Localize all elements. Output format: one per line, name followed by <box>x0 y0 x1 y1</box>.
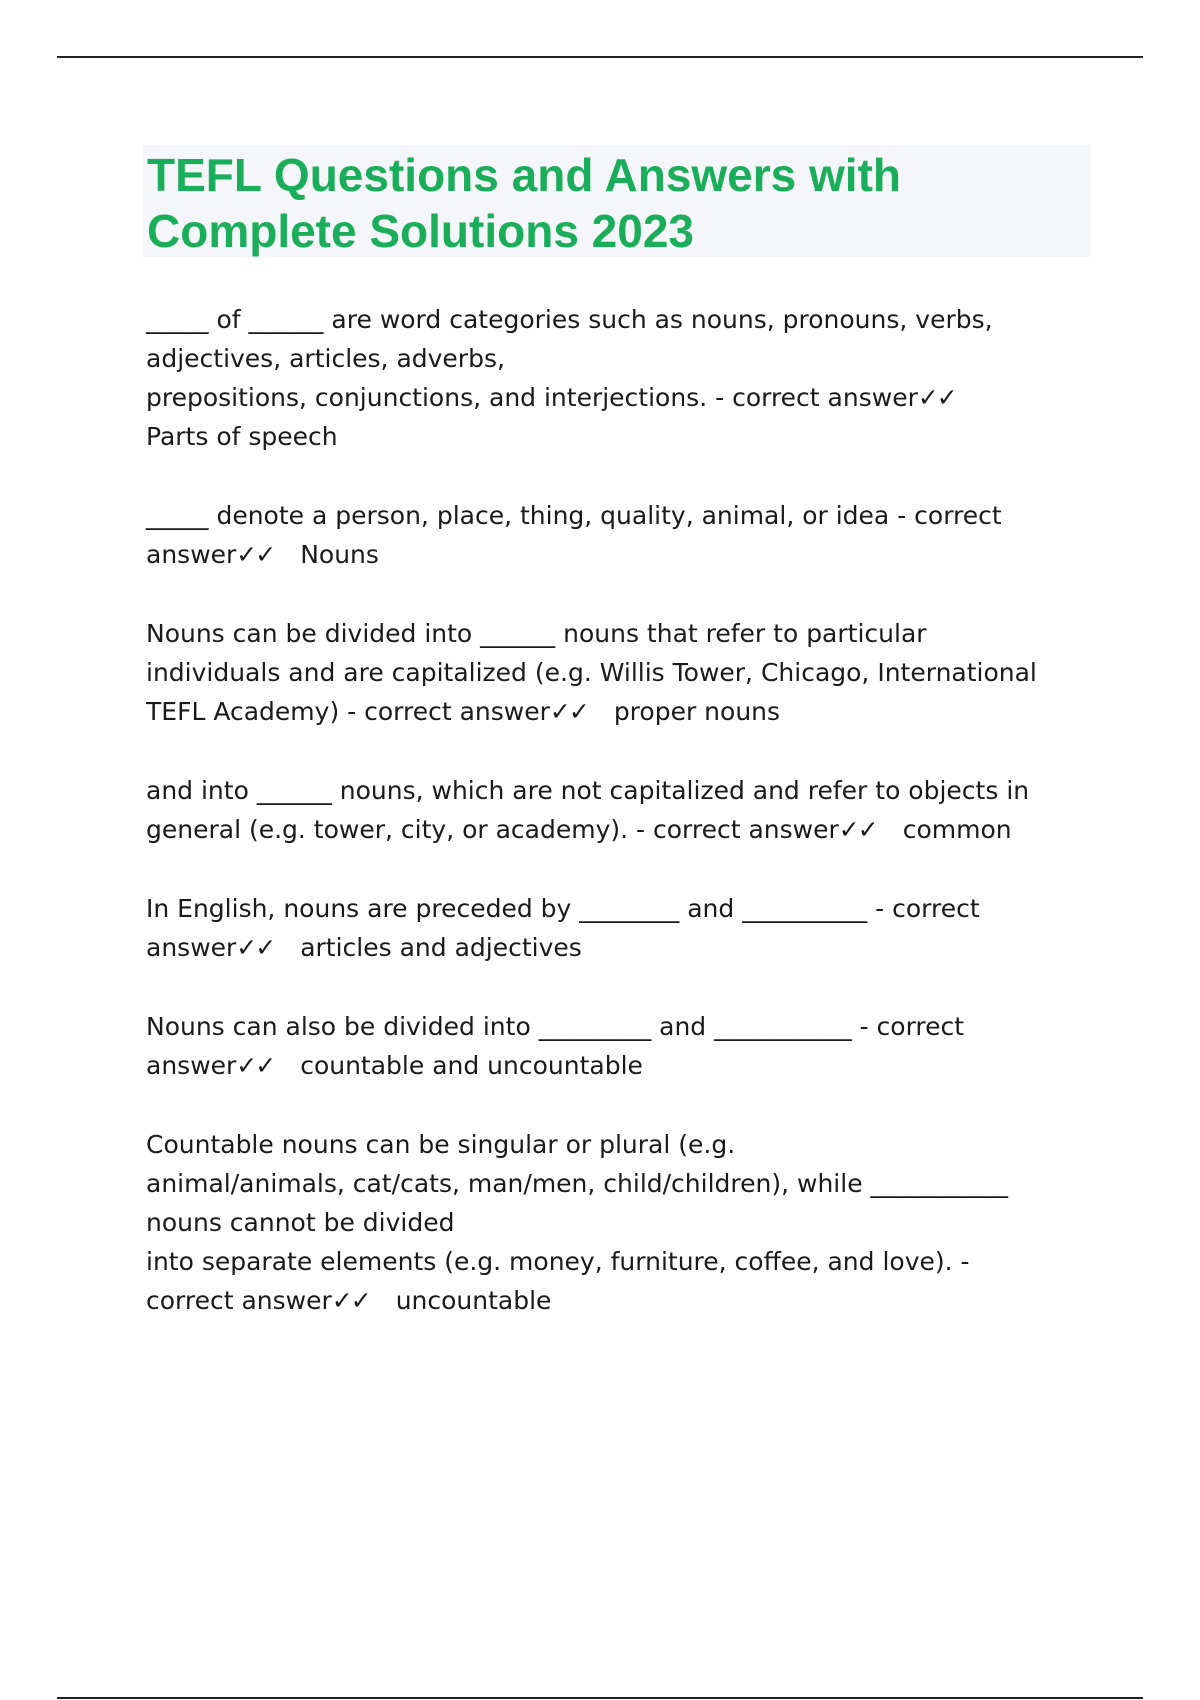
question-line: adjectives, articles, adverbs, <box>146 344 505 373</box>
double-check-icon: ✓✓ <box>236 933 275 962</box>
question-line: animal/animals, cat/cats, man/men, child/children), while ___________ <box>146 1169 1009 1198</box>
question-line: and into ______ nouns, which are not capitalized and refer to objects in <box>146 776 1030 805</box>
qa-item <box>146 1007 1096 1085</box>
header-rule <box>57 56 1143 58</box>
double-check-icon: ✓✓ <box>549 697 588 726</box>
question-line: _____ denote a person, place, thing, quality, animal, or idea - correct <box>146 501 1002 530</box>
footer-rule <box>57 1697 1143 1699</box>
qa-item <box>146 614 1096 731</box>
qa-list <box>146 300 1096 1360</box>
answer-text: common <box>902 815 1012 844</box>
title-line-2: Complete Solutions 2023 <box>147 205 695 257</box>
question-line: nouns cannot be divided <box>146 1208 455 1237</box>
qa-item <box>146 1125 1096 1320</box>
question-line: prepositions, conjunctions, and interjections. - correct answer✓✓ <box>146 383 956 412</box>
answer-text: uncountable <box>395 1286 552 1315</box>
question-line: correct answer✓✓ uncountable <box>146 1286 552 1315</box>
qa-item <box>146 496 1096 574</box>
question-line: into separate elements (e.g. money, furniture, coffee, and love). - <box>146 1247 970 1276</box>
qa-item <box>146 771 1096 849</box>
question-line: In English, nouns are preceded by ________ and __________ - correct <box>146 894 980 923</box>
double-check-icon: ✓✓ <box>917 383 956 412</box>
qa-item <box>146 300 1096 456</box>
answer-text: Nouns <box>300 540 379 569</box>
title-line-1: TEFL Questions and Answers with <box>147 149 901 201</box>
question-line: answer✓✓ countable and uncountable <box>146 1051 643 1080</box>
answer-text: proper nouns <box>613 697 781 726</box>
double-check-icon: ✓✓ <box>331 1286 370 1315</box>
answer-text: Parts of speech <box>146 422 338 451</box>
question-line: Countable nouns can be singular or plural (e.g. <box>146 1130 736 1159</box>
answer-text: articles and adjectives <box>300 933 582 962</box>
question-line: answer✓✓ Nouns <box>146 540 379 569</box>
question-line: Nouns can also be divided into _________ and ___________ - correct <box>146 1012 965 1041</box>
double-check-icon: ✓✓ <box>236 540 275 569</box>
double-check-icon: ✓✓ <box>838 815 877 844</box>
document-title <box>147 147 1087 259</box>
question-line: general (e.g. tower, city, or academy). - correct answer✓✓ common <box>146 815 1012 844</box>
double-check-icon: ✓✓ <box>236 1051 275 1080</box>
question-line: _____ of ______ are word categories such as nouns, pronouns, verbs, <box>146 305 993 334</box>
question-line: Nouns can be divided into ______ nouns that refer to particular <box>146 619 927 648</box>
title-banner <box>143 145 1091 257</box>
question-line: TEFL Academy) - correct answer✓✓ proper nouns <box>146 697 781 726</box>
question-line: answer✓✓ articles and adjectives <box>146 933 582 962</box>
question-line: individuals and are capitalized (e.g. Willis Tower, Chicago, International <box>146 658 1037 687</box>
answer-text: countable and uncountable <box>300 1051 643 1080</box>
qa-item <box>146 889 1096 967</box>
